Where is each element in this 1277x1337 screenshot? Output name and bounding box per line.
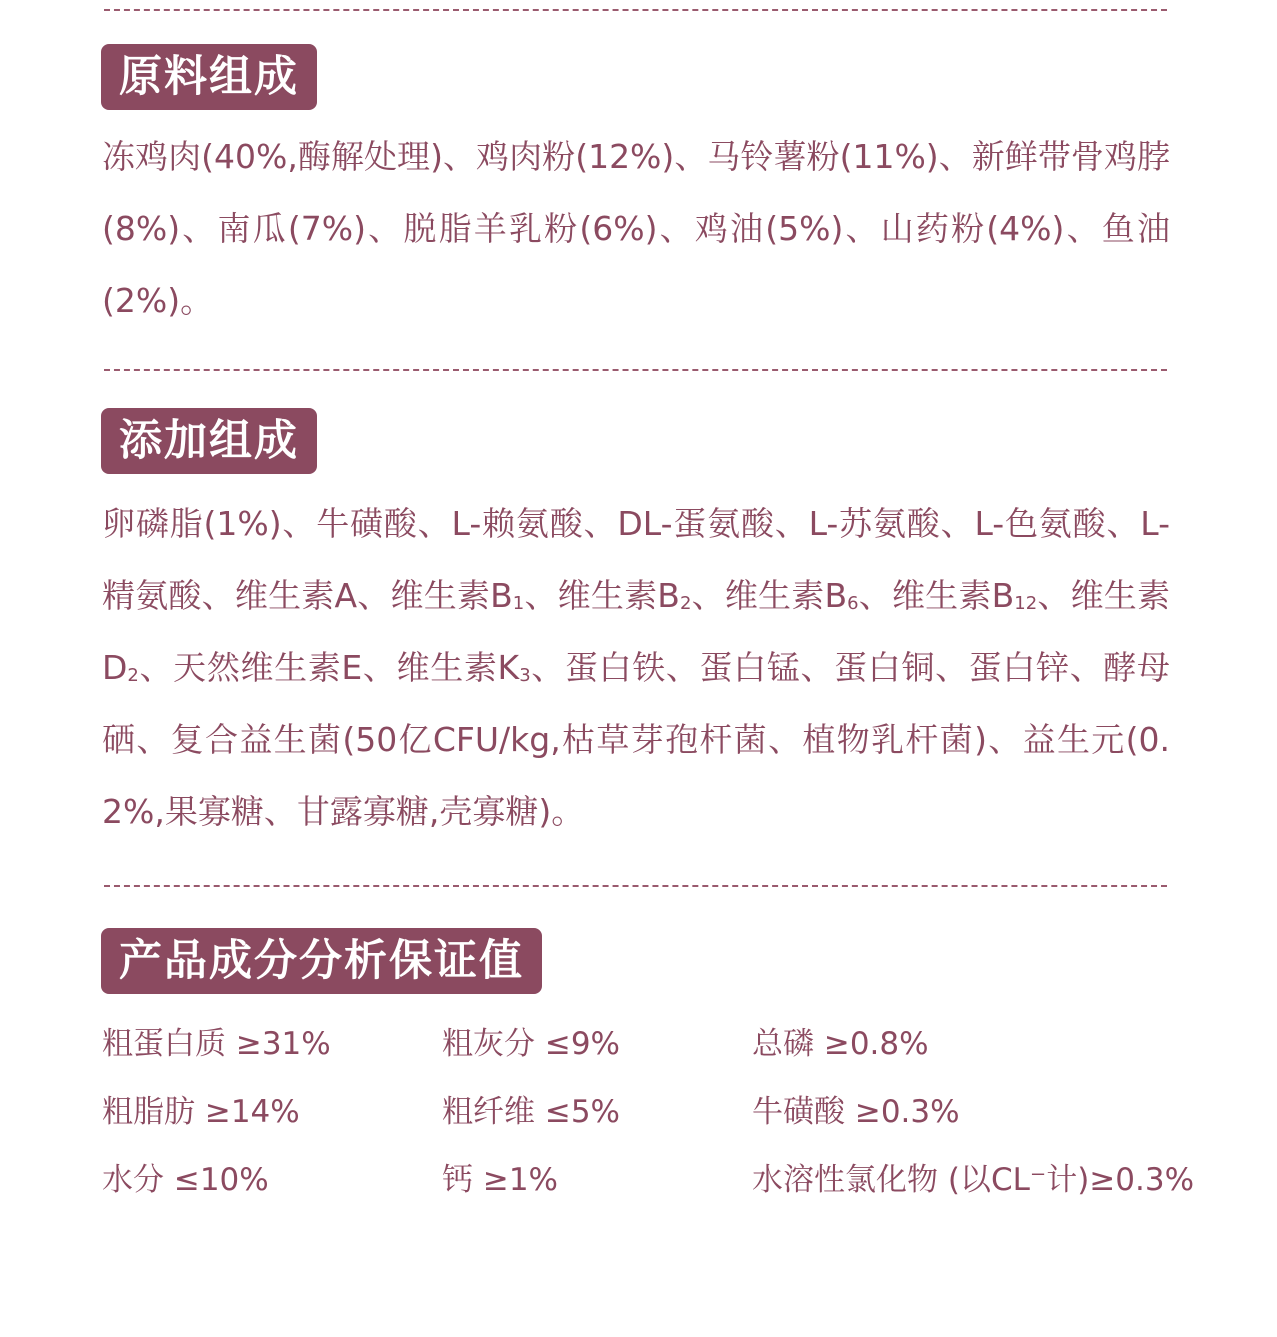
analysis-table — [102, 1010, 1252, 1214]
analysis-row — [102, 1078, 1252, 1146]
analysis-item-crude-ash: 粗灰分 ≤9% — [442, 1026, 621, 1062]
analysis-item-total-phosphorus: 总磷 ≥0.8% — [752, 1026, 929, 1062]
analysis-item-crude-fiber: 粗纤维 ≤5% — [442, 1094, 621, 1130]
analysis-item-taurine: 牛磺酸 ≥0.3% — [752, 1094, 960, 1130]
section-title-analysis: 产品成分分析保证值 — [101, 928, 542, 994]
section-title-additive: 添加组成 — [101, 408, 317, 474]
analysis-row — [102, 1010, 1252, 1078]
divider-1 — [104, 369, 1167, 371]
section-title-raw: 原料组成 — [101, 44, 317, 110]
additive-ingredients-text: 卵磷脂(1%)、牛磺酸、L-赖氨酸、DL-蛋氨酸、L-苏氨酸、L-色氨酸、L-精氨酸、维生素A、维生素$B_1$、维生素$B_2$、维生素$B_6$、维生素$B_{12}$、维生素$D_2$、天然维生素E、维生素$K_3$、蛋白铁、蛋白锰、蛋白铜、蛋白锌、酵母硒、复合益生菌(50亿CFU/kg,枯草芽孢杆菌、植物乳杆菌)、益生元(0.2%,果寡糖、甘露寡糖,壳寡糖)。 — [102, 504, 1171, 831]
analysis-row — [102, 1146, 1252, 1214]
divider-2 — [104, 885, 1167, 887]
analysis-item-water-soluble-chloride: 水溶性氯化物 (以CL⁻计)≥0.3% — [752, 1162, 1195, 1198]
analysis-item-calcium: 钙 ≥1% — [442, 1162, 559, 1198]
analysis-item-crude-fat: 粗脂肪 ≥14% — [102, 1094, 300, 1130]
raw-ingredients-text: 冻鸡肉(40%,酶解处理)、鸡肉粉(12%)、马铃薯粉(11%)、新鲜带骨鸡脖(8%)、南瓜(7%)、脱脂羊乳粉(6%)、鸡油(5%)、山药粉(4%)、鱼油(2%)。 — [102, 137, 1170, 320]
analysis-item-crude-protein: 粗蛋白质 ≥31% — [102, 1026, 331, 1062]
analysis-item-moisture: 水分 ≤10% — [102, 1162, 269, 1198]
divider-top — [104, 9, 1167, 11]
